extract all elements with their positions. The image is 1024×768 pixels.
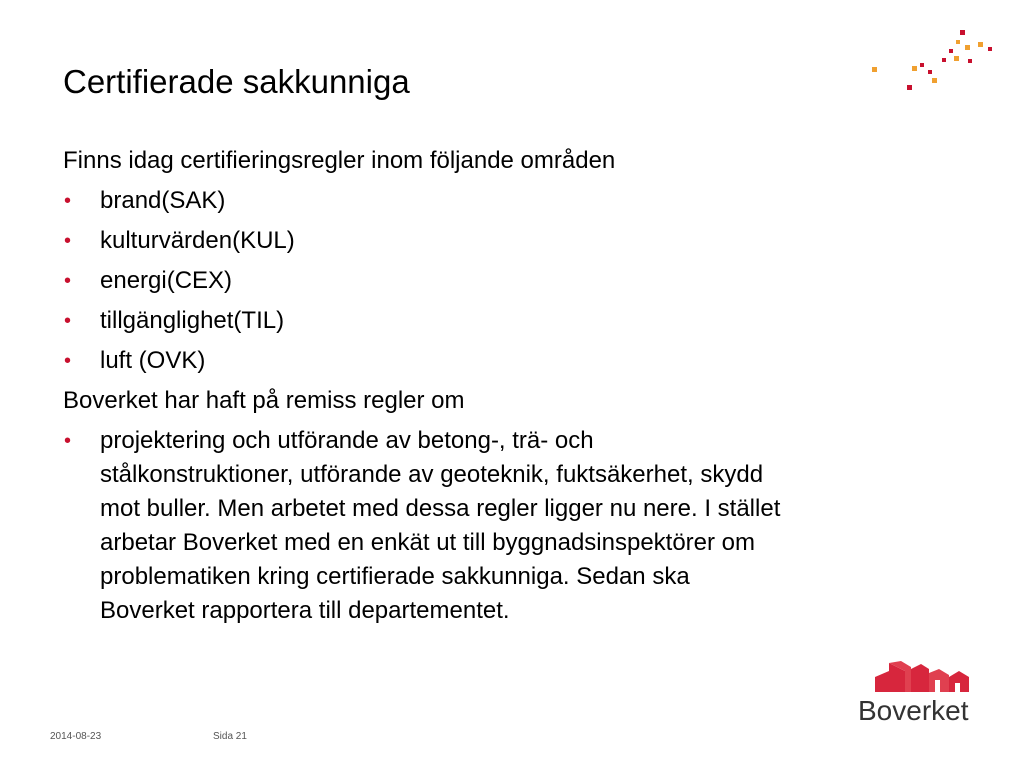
scattered-squares-icon: [860, 25, 1010, 100]
slide-title: Certifierade sakkunniga: [63, 63, 410, 100]
bullet-icon: •: [64, 350, 72, 372]
list-item: • energi(CEX): [63, 264, 783, 298]
list-item: • luft (OVK): [63, 344, 783, 378]
list-item: • tillgänglighet(TIL): [63, 304, 783, 338]
areas-list: [63, 184, 783, 378]
footer-page-number: Sida 21: [213, 731, 247, 742]
bullet-icon: •: [64, 230, 72, 252]
list-item: • brand(SAK): [63, 184, 783, 218]
footer-date: 2014-08-23: [50, 731, 102, 742]
bullet-icon: •: [64, 270, 72, 292]
bullet-icon: •: [64, 310, 72, 332]
remiss-heading: Boverket har haft på remiss regler om: [63, 387, 465, 414]
slide-body: [63, 144, 783, 634]
bullet-icon: •: [64, 430, 72, 452]
list-item: • projektering och utförande av betong-, trä- och stålkonstruktioner, utförande av geoteknik, fuktsäkerhet, skydd mot buller. Men arbetet med dessa regler ligger nu nere. I stället arbetar Boverket med en enkät ut till byggnadsinspektörer om problematiken kring certifierade sakkunniga. Sedan ska Boverket rapportera till departementet.: [63, 424, 783, 628]
boverket-wordmark: Boverket: [858, 695, 969, 726]
remiss-list: [63, 424, 783, 628]
bullet-icon: •: [64, 190, 72, 212]
intro-text: Finns idag certifieringsregler inom följande områden: [63, 147, 616, 174]
list-item: • kulturvärden(KUL): [63, 224, 783, 258]
